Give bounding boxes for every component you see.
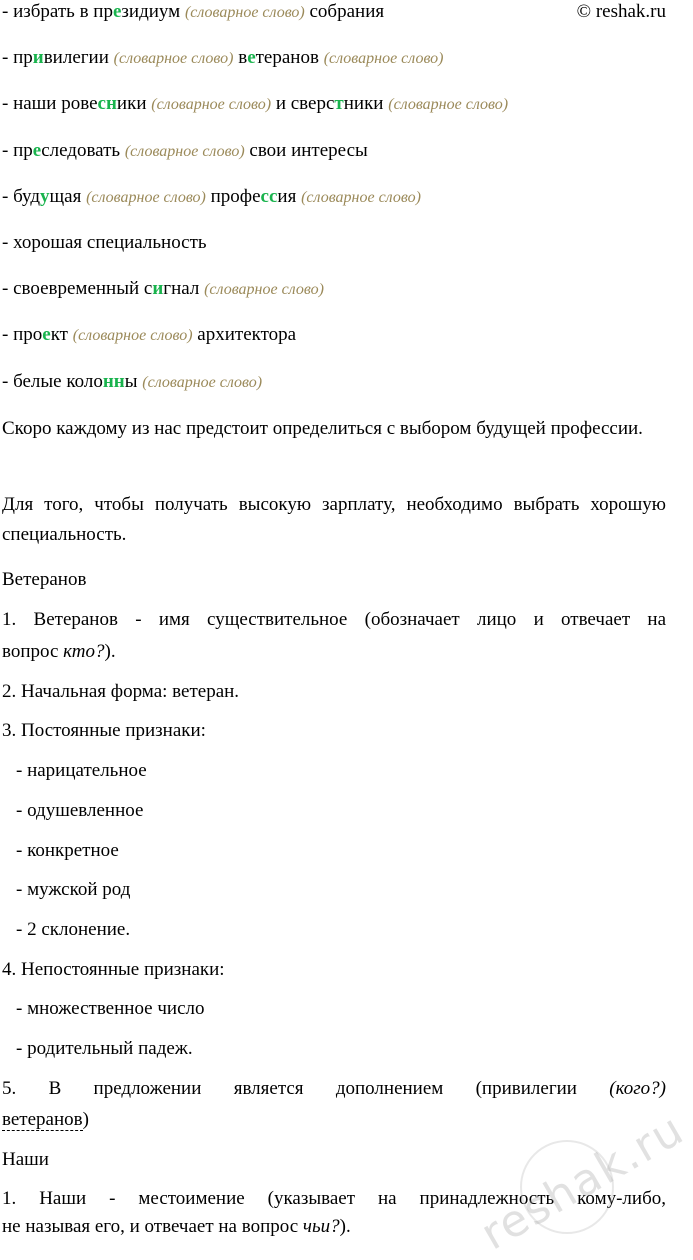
vocab-item	[2, 277, 324, 302]
text-span: ).	[104, 641, 116, 662]
vocab-text: - хорошая специальность	[2, 232, 207, 253]
vocab-note: (словарное слово)	[124, 143, 245, 160]
vocab-item	[2, 46, 444, 71]
question-word: чьи?	[302, 1216, 340, 1237]
vocab-text: - буд	[2, 186, 40, 207]
text-span: не называя его, и отвечает на вопрос	[2, 1216, 303, 1237]
vocab-item	[2, 92, 508, 117]
vocab-note: (словарное слово)	[184, 4, 305, 21]
question-word: кто?	[63, 641, 105, 662]
vocab-text: ия	[277, 186, 302, 207]
vocab-note: (словарное слово)	[151, 96, 272, 113]
vocab-text: - наши рове	[2, 93, 98, 114]
vocab-text: и сверс	[271, 93, 335, 114]
vocab-text: - пр	[2, 140, 33, 161]
vocab-item	[2, 231, 207, 255]
vocab-item	[2, 0, 384, 25]
veteranov-item-1-line-2	[2, 640, 116, 664]
highlighted-letter: е	[112, 1, 122, 22]
paragraph-2: Для того, чтобы получать высокую зарплату, необходимо выбрать хорошую специальность.	[2, 494, 666, 545]
veteranov-item-2: 2. Начальная форма: ветеран.	[2, 681, 240, 702]
nashi-item-1-line-1: 1. Наши - местоимение (указывает на принадлежность кому-либо,	[2, 1188, 666, 1209]
highlighted-letter: е	[247, 47, 256, 68]
text-span: )	[82, 1109, 89, 1130]
highlighted-letter: сс	[260, 186, 278, 207]
highlighted-letter: и	[152, 278, 164, 299]
vocab-text: - белые коло	[2, 371, 103, 392]
vocab-note: (словарное слово)	[72, 327, 193, 344]
highlighted-letter: е	[42, 324, 51, 345]
vocab-text: - своевременный с	[2, 278, 153, 299]
vocab-note: (словарное слово)	[86, 189, 206, 206]
vocab-note: (словарное слово)	[301, 189, 421, 206]
vocab-text: - избрать в пр	[2, 1, 113, 22]
constant-feature: - конкретное	[16, 839, 119, 861]
vocab-text: кт	[50, 324, 73, 345]
question-word: (кого?)	[609, 1078, 666, 1099]
vocab-text: архитектора	[192, 324, 297, 345]
veteranov-item-4: 4. Непостоянные признаки:	[2, 959, 225, 980]
variable-feature: - родительный падеж.	[16, 1038, 193, 1059]
vocab-text: гнал	[163, 278, 205, 299]
section-title-veteranov: Ветеранов	[2, 569, 87, 590]
paragraph-1: Скоро каждому из нас предстоит определиться с выбором будущей профессии.	[2, 418, 643, 439]
vocab-text: теранов	[255, 47, 324, 68]
constant-feature: - одушевленное	[16, 799, 144, 821]
vocab-item	[2, 185, 421, 210]
vocab-text: в	[233, 47, 248, 68]
vocab-text: щая	[49, 186, 87, 207]
constant-feature: - 2 склонение.	[16, 919, 131, 941]
highlighted-letter: т	[334, 93, 344, 114]
vocab-text: собрания	[304, 1, 385, 22]
veteranov-item-1-line-1: 1. Ветеранов - имя существительное (обозначает лицо и отвечает на	[2, 609, 666, 630]
highlighted-letter: сн	[97, 93, 117, 114]
vocab-text: профе	[205, 186, 261, 207]
variable-feature: - множественное число	[16, 998, 205, 1019]
vocab-text: ики	[116, 93, 152, 114]
text-span: вопрос	[2, 641, 64, 662]
vocab-note: (словарное слово)	[204, 281, 324, 298]
copyright-label: © reshak.ru	[576, 1, 666, 22]
veteranov-item-5-line-1	[2, 1077, 666, 1101]
vocab-text: ы	[124, 371, 143, 392]
vocab-text: зидиум	[121, 1, 185, 22]
vocab-text: вилегии	[43, 47, 114, 68]
vocab-item	[2, 139, 368, 164]
watermark-logo: reshak.ru	[472, 1103, 693, 1260]
vocab-text: ники	[343, 93, 389, 114]
vocab-item	[2, 323, 296, 348]
object-underlined: ветеранов	[2, 1109, 83, 1130]
highlighted-letter: нн	[102, 371, 125, 392]
vocab-note: (словарное слово)	[142, 374, 263, 391]
vocab-item	[2, 370, 262, 395]
vocab-note: (словарное слово)	[388, 96, 509, 113]
vocab-text: свои интересы	[244, 140, 368, 161]
nashi-item-1-line-2	[2, 1215, 351, 1239]
section-title-nashi: Наши	[2, 1149, 49, 1170]
highlighted-letter: е	[32, 140, 42, 161]
veteranov-item-5-line-2	[2, 1108, 89, 1132]
veteranov-item-3: 3. Постоянные признаки:	[2, 720, 206, 741]
highlighted-letter: и	[32, 47, 44, 68]
text-span: ).	[339, 1216, 351, 1237]
vocab-text: следовать	[41, 140, 125, 161]
constant-feature: - нарицательное	[16, 760, 147, 781]
constant-feature: - мужской род	[16, 879, 131, 901]
vocab-note: (словарное слово)	[323, 50, 444, 67]
text-span: 5. В предложении является дополнением (привилегии	[2, 1078, 610, 1099]
vocab-note: (словарное слово)	[113, 50, 234, 67]
highlighted-letter: у	[40, 186, 50, 207]
vocab-text: - пр	[2, 47, 33, 68]
vocab-text: - про	[2, 324, 43, 345]
